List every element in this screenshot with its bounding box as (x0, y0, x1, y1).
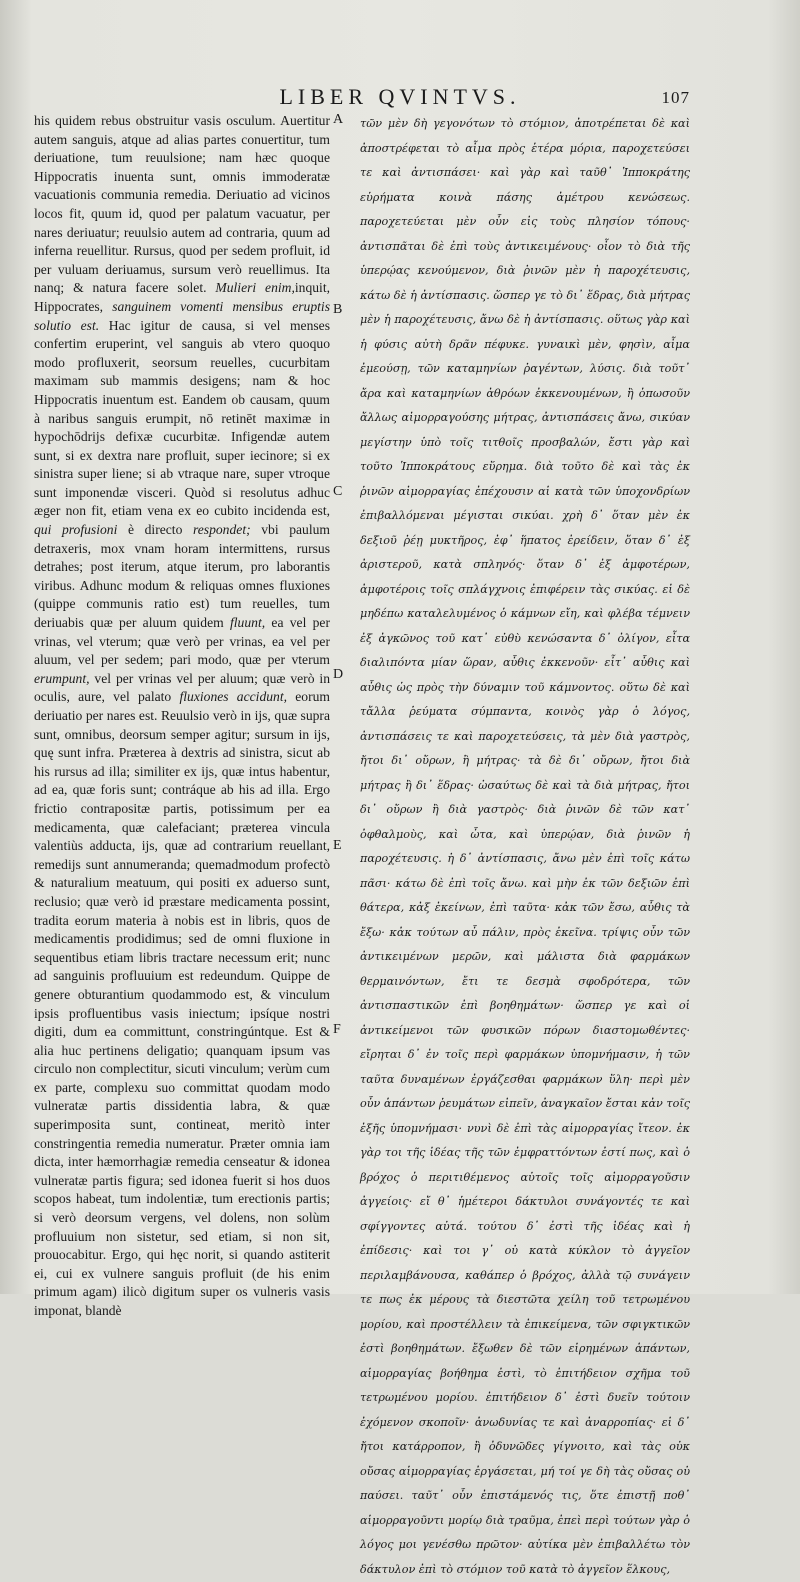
section-marker-f: F (333, 1022, 341, 1037)
section-marker-b: B (333, 302, 343, 317)
greek-column (360, 112, 690, 1582)
page-number: 107 (661, 88, 690, 107)
running-head: LIBER QVINTVS. (279, 84, 521, 109)
section-marker-a: A (333, 112, 344, 127)
greek-paragraph: τῶν μὲν δὴ γεγονότων τὸ στόμιον, ἀποτρέπεται δὲ καὶ ἀποστρέφεται τὸ αἷμα πρὸς ἑτέρα μόρια, παροχετεύσει τε καὶ ἀντισπάσει· καὶ γὰρ καὶ ταῦθ᾽ Ἱπποκράτης εὑρήματα κοινὰ πάσης ἀμέτρου κενώσεως. παροχετεύεται μὲν οὖν εἰς τοὺς πλησίον τόπους· ἀντισπᾶται δὲ ἐπὶ τοὺς ἀντικειμένους· οἷον τὸ διὰ τῆς ὑπερῴας κενούμενον, διὰ ῥινῶν μὲν ἡ παροχέτευσις, κάτω δὲ ἡ ἀντίσπασις. ὥσπερ γε τὸ δι᾽ ἕδρας, διὰ μήτρας μὲν ἡ παροχέτευσις, ἄνω δὲ ἡ ἀντίσπασις. οὕτως γὰρ καὶ ἡ φύσις αὐτὴ δρᾶν πέφυκε. γυναικὶ μὲν, φησὶν, αἷμα ἐμεούσῃ, τῶν καταμηνίων ῥαγέντων, λύσις. διὰ τοῦτ᾽ ἄρα καὶ καταμηνίων ἀθρόων ἐκκενουμένων, ἢ ὁπωσοῦν ἄλλως αἱμορραγούσης μήτρας, ἀντισπάσεις ἄνω, σικύαν μεγίστην ὑπὸ τοῖς τιτθοῖς προσβαλών, ἔστι γὰρ καὶ τοῦτο Ἱπποκράτους εὕρημα. διὰ τοῦτο δὲ καὶ τὰς ἐκ ῥινῶν αἱμορραγίας ἐπέχουσιν αἱ κατὰ τῶν ὑποχονδρίων ἐπιβαλλόμεναι μέγισται σικύαι. χρὴ δ᾽ ὅταν μὲν ἐκ δεξιοῦ ῥέῃ μυκτῆρος, ἐφ᾽ ἥπατος ἐρείδειν, ὅταν δ᾽ ἐξ ἀριστεροῦ, κατὰ σπληνός· ὅταν δ᾽ ἐξ ἀμφοτέρων, ἀμφοτέροις τοῖς σπλάγχνοις ἐπιφέρειν τὰς σικύας. εἰ δὲ μηδέπω καταλελυμένος ὁ κάμνων εἴη, καὶ φλέβα τέμνειν ἐξ ἀγκῶνος τοῦ κατ᾽ εὐθὺ κενώσαντα δ᾽ ὀλίγον, εἶτα διαλιπόντα μίαν ὥραν, αὖθις ἐκκενοῦν· εἶτ᾽ αὖθις καὶ αὖθις ὡς πρὸς τὴν δύναμιν τοῦ κάμνοντος. οὕτω δὲ καὶ τἄλλα ῥεύματα σύμπαντα, κοινὸς γὰρ ὁ λόγος, ἀντισπάσεις τε καὶ παροχετεύσεις, τὰ μὲν διὰ γαστρὸς, ἤτοι δι᾽ οὔρων, ἢ μήτρας· τὰ δὲ δι᾽ οὔρων, ἤτοι διὰ μήτρας ἢ δι᾽ ἕδρας· ὡσαύτως δὲ καὶ τὰ διὰ μήτρας, ἤτοι δι᾽ οὔρων ἢ διὰ γαστρὸς· διὰ ῥινῶν δὲ τῶν κατ᾽ ὀφθαλμοὺς, καὶ ὦτα, καὶ ὑπερῴαν, διὰ ῥινῶν ἡ παροχέτευσις. ἡ δ᾽ ἀντίσπασις, ἄνω μὲν ἐπὶ τοῖς κάτω πᾶσι· κάτω δὲ ἐπὶ τοῖς ἄνω. καὶ μὴν ἐκ τῶν δεξιῶν ἐπὶ θάτερα, κἀξ ἐκείνων, ἐπὶ ταῦτα· κἀκ τῶν ἔσω, αὖθις τὰ ἔξω· κἀκ τούτων αὖ πάλιν, πρὸς ἐκεῖνα. τρίψις οὖν τῶν ἀντικειμένων μερῶν, καὶ μάλιστα διὰ φαρμάκων θερμαινόντων, ἔτι τε δεσμὰ σφοδρότερα, τῶν ἀντισπαστικῶν ἐπὶ βοηθημάτων· ὥσπερ γε καὶ οἱ ἀντικείμενοι τῶν φυσικῶν πόρων διαστομωθέντες· εἴρηται δ᾽ ἐν τοῖς περὶ φαρμάκων ὑπομνήμασιν, ἡ τῶν ταῦτα δυναμένων ἐργάζεσθαι φαρμάκων ὕλη· περὶ μὲν οὖν ἁπάντων ῥευμάτων εἰπεῖν, ἀναγκαῖον ἔσται κἀν τοῖς ἑξῆς ὑπομνήμασι· νυνὶ δὲ ἐπὶ τὰς αἱμορραγίας ἴτεον. ἐκ γὰρ τοι τῆς ἰδέας τῆς τῶν ἐμφραττόντων ἐστί πως, καὶ ὁ βρόχος ὁ περιτιθέμενος αὐτοῖς τοῖς αἱμορραγοῦσιν ἀγγείοις· εἴ θ᾽ ἡμέτεροι δάκτυλοι συνάγοντές τε καὶ σφίγγοντες αὐτά. τούτου δ᾽ ἐστὶ τῆς ἰδέας καὶ ἡ ἐπίδεσις· καὶ τοι γ᾽ οὐ κατὰ κύκλον τὸ ἀγγεῖον περιλαμβάνουσα, καθάπερ ὁ βρόχος, ἀλλὰ τῷ συνάγειν τε πως ἐκ μέρους τὰ διεστῶτα χείλη τοῦ τετρωμένου μορίου, καὶ προστέλλειν τὰ ἐπικείμενα, τῶν σφιγκτικῶν ἐστὶ βοηθημάτων. ἔξωθεν δὲ τῶν εἰρημένων ἁπάντων, αἱμορραγίας βοήθημα ἐστὶ, τὸ ἐπιτήδειον σχῆμα τοῦ τετρωμένου μορίου. ἐπιτήδειον δ᾽ ἐστὶ δυεῖν τούτοιν ἐχόμενον σκοποῖν· ἀνωδυνίας τε καὶ ἀναρροπίας· εἰ δ᾽ ἤτοι κατάρροπον, ἢ ὀδυνῶδες γίγνοιτο, καὶ τὰς οὐκ οὔσας αἱμορραγίας ἐργάσεται, μή τοί γε δὴ τὰς οὔσας οὐ παύσει. ταῦτ᾽ οὖν ἐπιστάμενός τις, ὅτε ἐπιστῇ ποθ᾽ αἱμορραγοῦντι μορίῳ διὰ τραῦμα, ἐπεὶ περὶ τούτων γὰρ ὁ λόγος μοι γενέσθω πρῶτον· αὐτίκα μὲν ἐπιβαλλέτω τὸν δάκτυλον ἐπὶ τὸ στόμιον τοῦ κατὰ τὸ ἀγγεῖον ἕλκους, (360, 117, 690, 1576)
latin-paragraph: his quidem rebus obstruitur vasis osculum. Auertitur autem sanguis, atque ad alias partes conuertitur, tum deriuatione, tum reuulsione; nam hæc quoque Hippocratis inuenta sunt, omnis immoderatæ vacuationis communia remedia. Deriuatio ad vicinos locos fit, quum id, quod per palatum vacuatur, per nares deriuatur; reuulsio autem ad contraria, quum ad inferna reuellitur. Rursus, quod per sedem profluit, id per vuluam deriuamus, sursum verò reuellimus. Ita nanq; & natura facere solet. Mulieri enim,inquit, Hippocrates, sanguinem vomenti mensibus eruptis solutio est. Hac igitur de causa, si vel menses confertim eruperint, vel sanguis ab vtero quoquo modo profluxerit, seorsum reuelles, cucurbitam maximam sub mammis desigens; nam & hoc Hippocratis inuentum est. Eandem ob causam, quum à naribus sanguis erumpit, nō retinēt maximæ in hypochōdrijs defixæ cucurbitæ. Infigendæ autem sunt, si ex dextra nare profluit, super iecinore; si ex sinistra super liene; si ab vtraque nare, super vtroque sunt imponendæ visceri. Quòd si resolutus adhuc æger non fit, etiam vena ex eo cubito incidenda est, qui profusioni è directo respondet; vbi paulum detraxeris, mox vnam horam intermittens, rursus detrahes; post iterum, atque iterum, pro laborantis viribus. Adhunc modum & reliquas omnes fluxiones (quippe communis ratio est) tum reuelles, tum deriuabis quæ per aluum quidem fluunt, ea vel per vrinas, vel vterum; quæ verò per vrinas, ea vel per aluum, vel per sedem; pari modo, quæ per vterum erumpunt, vel per vrinas vel per aluum; quæ verò in oculis, aure, vel palato fluxiones accidunt, eorum deriuatio per nares est. Reuulsio verò in ijs, quæ supra sunt, omnibus, deorsum semper agitur; sursum in ijs, quę sunt infra. Præterea à dextris ad sinistra, sicut ab his rursus ad illa; similiter ex ijs, quæ intus habentur, ad ea, quæ foris sunt; contráque ab his ad illa. Ergo frictio contrapositæ partis, potissimum per ea medicamenta, quæ calefaciant; præterea vincula valentiùs adducta, ijs, quæ ad contrarium reuellant, remedijs sunt annumeranda; quemadmodum profectò & naturalium meatuum, qui positi ex aduerso sunt, reclusio; quæ verò id præstare medicamenta possint, tradita eorum materia à nobis est in libris, quos de medicamentis prodidimus; sed de omni fluxione in sequentibus etiam libris tractare necessum erit; nunc ad sanguinis profluuium est redeundum. Quippe de genere obturantium quodammodo est, & vinculum ipsis profluentibus vasis iniectum; ipsíque nostri digiti, dum ea committunt, constringúntque. Est & alia huc pertinens deligatio; quanquam ipsum vas circulo non complectitur, sicuti vinculum; verùm cum ex parte, complexu suo committat quodam modo vulneratæ partis dissidentia labra, & quæ superimposita sunt, contineat, meritò inter constringentia remedia numeratur. Præter omnia iam dicta, inter hæmorrhagiæ remedia censeatur & idonea vulneratæ partis figura; sed idonea fuerit si hos duos scopos habeat, tum indolentiæ, tum erectionis partis; si verò deorsum vergens, vel dolens, non solùm profluuium non sistetur, sed etiam, si non sit, prouocabitur. Ergo, qui hęc norit, si quando astiterit ei, cui ex vulnere sanguis profluit (de his enim primum agam) ilicò digitum super os vulneris vasis imponat, blandè (34, 113, 331, 1318)
latin-column (34, 112, 330, 1321)
section-marker-e: E (333, 838, 342, 853)
section-marker-d: D (333, 667, 344, 682)
section-marker-c: C (333, 484, 343, 499)
